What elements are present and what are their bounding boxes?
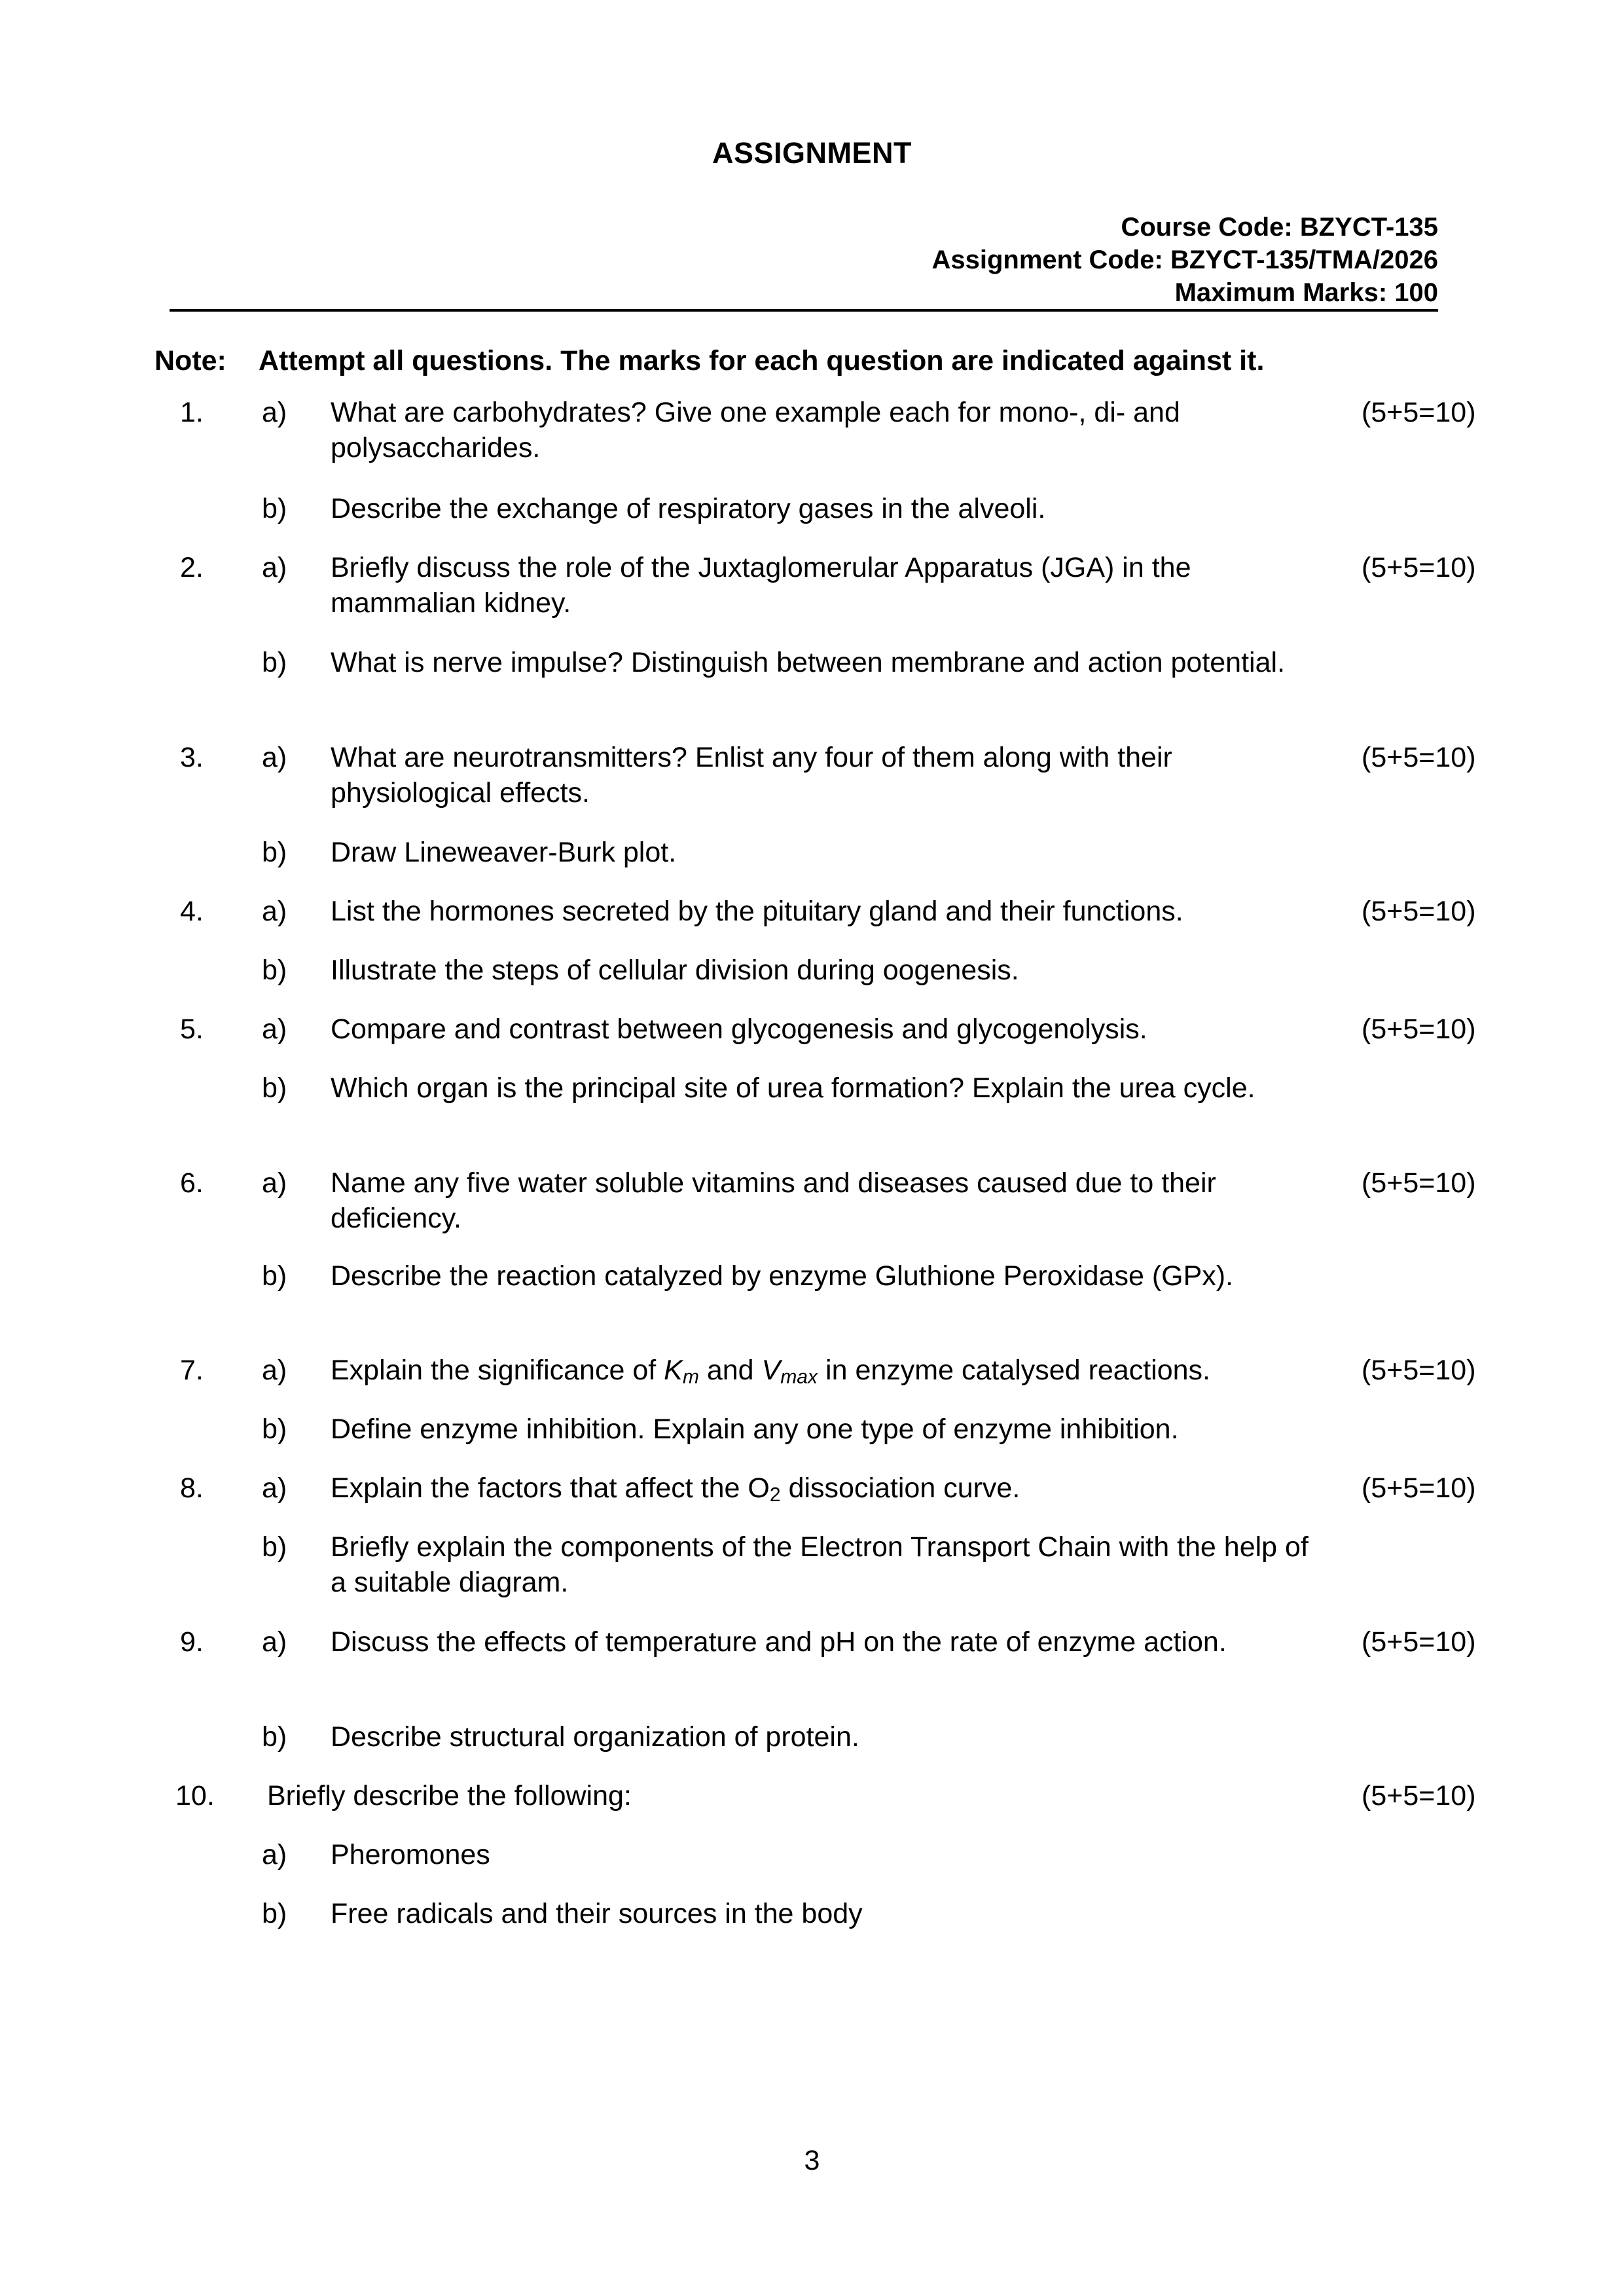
part-text: Free radicals and their sources in the body	[331, 1898, 863, 1929]
course-code: Course Code: BZYCT-135	[1121, 213, 1438, 242]
part-text: Define enzyme inhibition. Explain any one type of enzyme inhibition.	[331, 1413, 1179, 1445]
part-label: b)	[262, 1531, 287, 1563]
header-rule	[170, 309, 1438, 312]
question-marks: (5+5=10)	[1362, 552, 1476, 583]
part-label: b)	[262, 1898, 287, 1929]
question-number: 6.	[180, 1167, 204, 1199]
part-text: Describe the reaction catalyzed by enzyme Gluthione Peroxidase (GPx).	[331, 1260, 1234, 1292]
part-text: Discuss the effects of temperature and pH on the rate of enzyme action.	[331, 1626, 1227, 1658]
part-label: b)	[262, 493, 287, 524]
question-marks: (5+5=10)	[1362, 896, 1476, 927]
part-text: Pheromones	[331, 1839, 490, 1870]
question-number: 1.	[180, 397, 204, 428]
part-text: Briefly discuss the role of the Juxtaglomerular Apparatus (JGA) in the mammalian kidney.	[331, 552, 1191, 619]
question-marks: (5+5=10)	[1362, 1013, 1476, 1045]
question-stem: Briefly describe the following:	[267, 1780, 632, 1812]
o2-subscript: 2	[769, 1484, 781, 1506]
part-text: Briefly explain the components of the Electron Transport Chain with the help of a suitable diagram.	[331, 1531, 1308, 1598]
part-text-mid: and	[698, 1355, 762, 1386]
part-label: b)	[262, 1260, 287, 1292]
part-text: List the hormones secreted by the pituitary gland and their functions.	[331, 896, 1183, 927]
part-label: a)	[262, 1839, 287, 1870]
assignment-code: Assignment Code: BZYCT-135/TMA/2026	[931, 246, 1438, 274]
part-text: What is nerve impulse? Distinguish between membrane and action potential.	[331, 647, 1286, 678]
part-label: a)	[262, 742, 287, 773]
note-label: Note:	[154, 345, 226, 376]
question-marks: (5+5=10)	[1362, 1626, 1476, 1658]
part-label: a)	[262, 1167, 287, 1199]
part-label: a)	[262, 397, 287, 428]
question-number: 2.	[180, 552, 204, 583]
part-label: b)	[262, 1072, 287, 1104]
question-marks: (5+5=10)	[1362, 1472, 1476, 1504]
part-text: Which organ is the principal site of urea formation? Explain the urea cycle.	[331, 1072, 1255, 1104]
part-text: What are carbohydrates? Give one example each for mono-, di- and polysaccharides.	[331, 397, 1180, 464]
question-number: 7.	[180, 1355, 204, 1386]
question-marks: (5+5=10)	[1362, 397, 1476, 428]
part-label: b)	[262, 837, 287, 868]
part-text	[331, 1470, 1312, 1513]
part-label: b)	[262, 647, 287, 678]
assignment-codes	[932, 211, 1439, 309]
question-marks: (5+5=10)	[1362, 1780, 1476, 1812]
part-label: a)	[262, 1013, 287, 1045]
part-text-post: dissociation curve.	[780, 1472, 1020, 1504]
question-number: 3.	[180, 742, 204, 773]
page-number: 3	[804, 2145, 820, 2176]
question-number: 8.	[180, 1472, 204, 1504]
question-number: 4.	[180, 896, 204, 927]
part-text-pre: Explain the significance of	[331, 1355, 664, 1386]
question-number: 10.	[175, 1780, 215, 1812]
part-text: Name any five water soluble vitamins and diseases caused due to their deficiency.	[331, 1167, 1216, 1234]
question-marks: (5+5=10)	[1362, 742, 1476, 773]
part-text: Illustrate the steps of cellular division during oogenesis.	[331, 955, 1019, 986]
part-text	[331, 1353, 1312, 1395]
km-symbol: $K_m$	[664, 1355, 699, 1388]
part-label: a)	[262, 1355, 287, 1386]
question-marks: (5+5=10)	[1362, 1355, 1476, 1386]
part-text-pre: Explain the factors that affect the O	[331, 1472, 770, 1504]
part-text: Compare and contrast between glycogenesis and glycogenolysis.	[331, 1013, 1147, 1045]
part-text: Draw Lineweaver-Burk plot.	[331, 837, 677, 868]
part-text: What are neurotransmitters? Enlist any four of them along with their physiological effects.	[331, 742, 1172, 809]
question-number: 5.	[180, 1013, 204, 1045]
maximum-marks: Maximum Marks: 100	[1174, 278, 1438, 307]
part-label: a)	[262, 896, 287, 927]
part-label: b)	[262, 1721, 287, 1753]
part-text: Describe the exchange of respiratory gases in the alveoli.	[331, 493, 1046, 524]
question-number: 9.	[180, 1626, 204, 1658]
part-label: a)	[262, 1626, 287, 1658]
part-text: Describe structural organization of protein.	[331, 1721, 859, 1753]
page-title: ASSIGNMENT	[712, 136, 912, 170]
part-text-post: in enzyme catalysed reactions.	[818, 1355, 1210, 1386]
vmax-symbol: $V_{max}$	[761, 1355, 818, 1388]
note-text: Attempt all questions. The marks for each question are indicated against it.	[259, 345, 1265, 376]
part-label: a)	[262, 552, 287, 583]
question-marks: (5+5=10)	[1362, 1167, 1476, 1199]
part-label: a)	[262, 1472, 287, 1504]
part-label: b)	[262, 955, 287, 986]
part-label: b)	[262, 1413, 287, 1445]
